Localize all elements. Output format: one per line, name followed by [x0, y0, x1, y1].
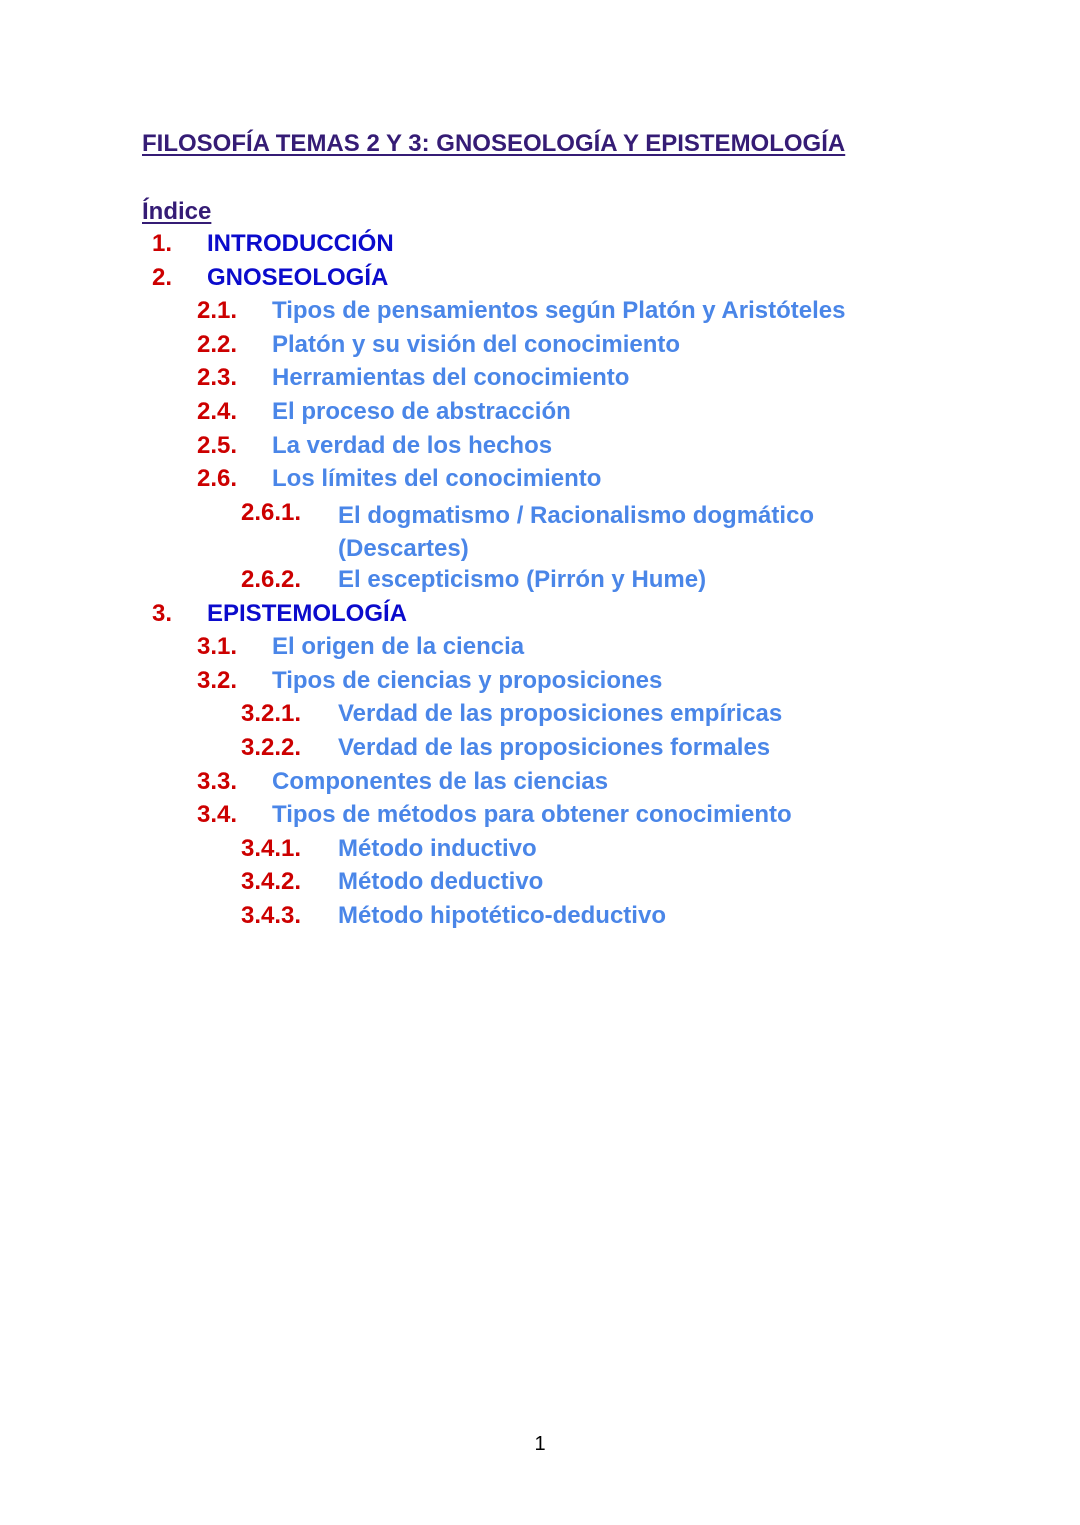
document-title: FILOSOFÍA TEMAS 2 Y 3: GNOSEOLOGÍA Y EPISTEMOLOGÍA — [142, 130, 846, 157]
toc-number: 3.2.2. — [241, 733, 302, 761]
toc-number: 3.2.1. — [241, 700, 302, 728]
toc-text: El dogmatismo / Racionalismo dogmático (Descartes) — [338, 501, 815, 563]
toc-number: 3.4.3. — [241, 901, 302, 929]
toc-text: El origen de la ciencia — [272, 633, 525, 661]
toc-number: 2.6.1. — [241, 498, 302, 526]
toc-text: Tipos de pensamientos según Platón y Aristóteles — [272, 297, 846, 325]
toc-number: 2.4. — [197, 397, 238, 425]
toc-text: Verdad de las proposiciones formales — [338, 733, 771, 761]
page-number: 1 — [534, 1433, 546, 1455]
toc-item-gnoseologia[interactable] — [0, 264, 1080, 298]
toc-number: 2.2. — [197, 330, 238, 358]
toc-number: 3.1. — [197, 633, 238, 661]
index-heading: Índice — [142, 198, 212, 225]
toc-number: 3.2. — [197, 666, 238, 694]
toc-item[interactable] — [0, 700, 1080, 734]
toc-item[interactable] — [0, 868, 1080, 902]
toc-text: INTRODUCCIÓN — [207, 230, 394, 257]
toc-number: 2.1. — [197, 297, 238, 325]
toc-text: Los límites del conocimiento — [272, 465, 602, 493]
toc-item[interactable] — [0, 633, 1080, 667]
toc-number: 1. — [152, 230, 173, 257]
toc-item[interactable] — [0, 499, 1080, 566]
toc-item[interactable] — [0, 566, 1080, 600]
toc-text: Componentes de las ciencias — [272, 767, 609, 795]
toc-text: Método inductivo — [338, 834, 537, 862]
toc-item-epistemologia[interactable] — [0, 600, 1080, 634]
toc-item[interactable] — [0, 667, 1080, 701]
toc-text: La verdad de los hechos — [272, 431, 553, 459]
toc-item[interactable] — [0, 801, 1080, 835]
toc-text: EPISTEMOLOGÍA — [207, 599, 408, 627]
toc-text: Tipos de métodos para obtener conocimiento — [272, 801, 792, 829]
toc-number: 2.5. — [197, 431, 238, 459]
toc-number: 2.6.2. — [241, 565, 302, 593]
toc-text: GNOSEOLOGÍA — [207, 263, 389, 291]
toc-number: 3. — [152, 599, 173, 627]
toc-text: El proceso de abstracción — [272, 397, 571, 425]
toc-text: Verdad de las proposiciones empíricas — [338, 700, 783, 728]
toc-number: 2.3. — [197, 364, 238, 392]
toc-number: 3.3. — [197, 767, 238, 795]
toc-item[interactable] — [0, 398, 1080, 432]
toc-text: Tipos de ciencias y proposiciones — [272, 666, 663, 694]
table-of-contents — [0, 230, 1080, 935]
toc-item[interactable] — [0, 331, 1080, 365]
toc-item[interactable] — [0, 364, 1080, 398]
toc-text: Método hipotético-deductivo — [338, 901, 666, 929]
toc-item[interactable] — [0, 465, 1080, 499]
toc-text: Platón y su visión del conocimiento — [272, 330, 681, 358]
toc-text: El escepticismo (Pirrón y Hume) — [338, 565, 707, 593]
toc-text: Herramientas del conocimiento — [272, 364, 630, 392]
toc-item[interactable] — [0, 835, 1080, 869]
toc-number: 2. — [152, 263, 173, 291]
toc-text: Método deductivo — [338, 868, 544, 896]
toc-number: 3.4.1. — [241, 834, 302, 862]
toc-number: 2.6. — [197, 465, 238, 493]
toc-item[interactable] — [0, 297, 1080, 331]
toc-number: 3.4.2. — [241, 868, 302, 896]
toc-item[interactable] — [0, 768, 1080, 802]
toc-number: 3.4. — [197, 801, 238, 829]
toc-item[interactable] — [0, 432, 1080, 466]
toc-item-introduccion[interactable] — [0, 230, 1080, 264]
toc-item[interactable] — [0, 734, 1080, 768]
toc-item[interactable] — [0, 902, 1080, 936]
